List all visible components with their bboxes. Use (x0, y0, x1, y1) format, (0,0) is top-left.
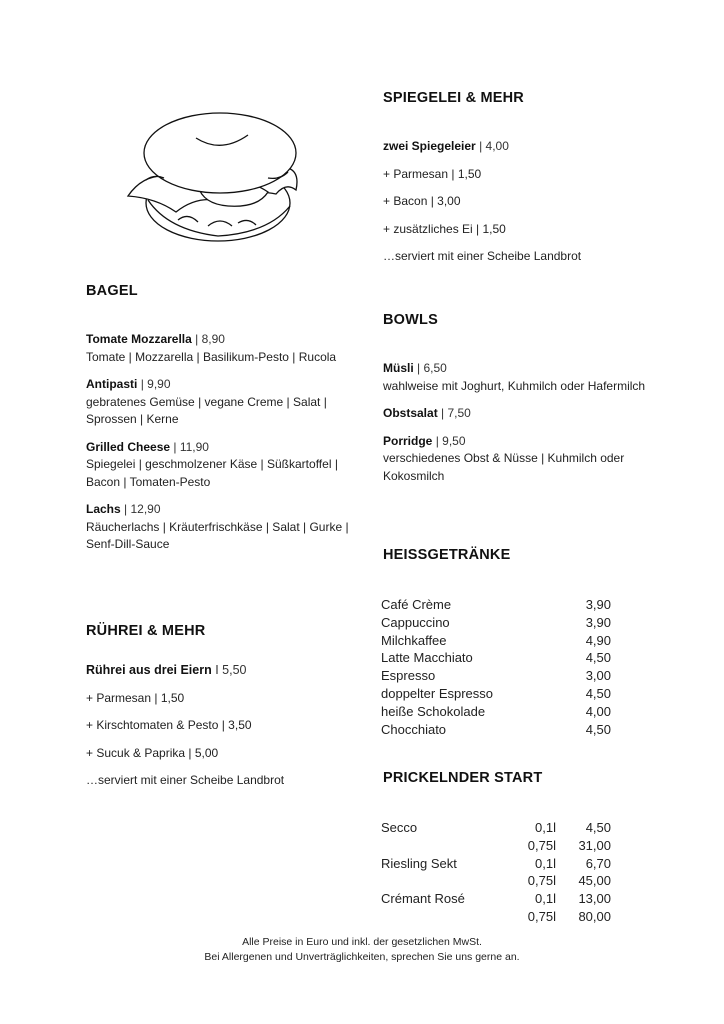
footer (0, 935, 724, 965)
drink-price: 4,90 (585, 632, 611, 648)
item-name: Grilled Cheese (86, 439, 171, 454)
spiegelei-list (383, 138, 653, 266)
wine-name (381, 872, 511, 890)
section-title-spiegelei: SPIEGELEI & MEHR (383, 90, 524, 106)
item-description: gebratenes Gemüse | vegane Creme | Salat | Sprossen | Kerne (86, 394, 327, 426)
drink-price: 4,00 (585, 703, 611, 719)
extra-item: + Bacon | 3,00 (383, 194, 461, 208)
wine-price: 80,00 (578, 908, 611, 924)
drink-price: 4,50 (585, 721, 611, 737)
footer-price-note: Alle Preise in Euro und inkl. der gesetzlichen MwSt. (242, 936, 482, 948)
sparkling-row (381, 872, 611, 890)
section-title-ruehrei: RÜHREI & MEHR (86, 623, 206, 639)
menu-item (86, 662, 356, 680)
item-description: verschiedenes Obst & Nüsse | Kuhmilch oder Kokosmilch (383, 451, 625, 483)
drink-row (381, 703, 611, 721)
section-title-bagel: BAGEL (86, 283, 138, 299)
drink-name: doppelter Espresso (381, 685, 494, 701)
wine-name: Riesling Sekt (381, 855, 457, 871)
menu-item (383, 433, 648, 486)
serving-note: …serviert mit einer Scheibe Landbrot (86, 773, 285, 787)
item-price: | 4,00 (479, 139, 509, 153)
wine-price: 6,70 (585, 855, 611, 871)
serving-size: 0,1l (535, 820, 556, 835)
footer-allergen-note: Bei Allergenen und Unverträglichkeiten, sprechen Sie uns gerne an. (204, 951, 520, 963)
item-name: Antipasti (86, 377, 138, 391)
drink-name: Cappuccino (381, 614, 450, 630)
sparkling-row (381, 908, 611, 926)
drink-name: Latte Macchiato (381, 650, 473, 666)
drink-name: heiße Schokolade (381, 703, 486, 719)
item-name: Obstsalat (383, 406, 438, 420)
wine-price: 31,00 (578, 837, 611, 853)
drink-name: Espresso (381, 668, 436, 684)
wine-name (381, 908, 511, 926)
extra-item: + zusätzliches Ei | 1,50 (383, 221, 506, 236)
item-name: Porridge (383, 433, 433, 448)
serving-note: …serviert mit einer Scheibe Landbrot (383, 249, 582, 263)
drink-price: 3,00 (585, 668, 611, 684)
wine-name: Secco (381, 820, 418, 835)
drink-price: 3,90 (585, 597, 611, 612)
sparkling-table (381, 819, 611, 926)
item-name: Lachs (86, 502, 121, 516)
extra-item: + Parmesan | 1,50 (383, 166, 482, 181)
drink-row (381, 649, 611, 667)
item-price: | 9,90 (140, 377, 171, 391)
drink-row (381, 614, 611, 632)
drink-row (381, 632, 611, 650)
wine-price: 4,50 (585, 820, 611, 835)
sparkling-row (381, 819, 611, 837)
drink-row (381, 721, 611, 739)
drink-name: Café Crème (381, 597, 452, 612)
serving-size: 0,75l (527, 908, 556, 924)
bowls-list (383, 360, 648, 495)
wine-price: 13,00 (578, 891, 611, 907)
item-description: wahlweise mit Joghurt, Kuhmilch oder Hafermilch (383, 378, 646, 393)
item-price: | 7,50 (441, 406, 471, 420)
menu-item (86, 331, 351, 366)
menu-item (383, 360, 648, 395)
item-description: Spiegelei | geschmolzener Käse | Süßkartoffel | Bacon | Tomaten-Pesto (86, 457, 338, 489)
drink-row (381, 685, 611, 703)
ruehrei-list (86, 662, 356, 790)
serving-size: 0,1l (535, 855, 556, 871)
menu-item (383, 138, 653, 156)
extra-item: + Kirschtomaten & Pesto | 3,50 (86, 718, 252, 732)
drink-name: Chocchiato (381, 721, 447, 737)
item-name: zwei Spiegeleier (383, 139, 476, 153)
bagel-illustration-icon (118, 108, 328, 248)
sparkling-row (381, 890, 611, 908)
item-price: | 6,50 (417, 361, 447, 375)
drink-name: Milchkaffee (381, 632, 447, 648)
section-title-heissgetraenke: HEISSGETRÄNKE (383, 547, 511, 563)
item-price: | 11,90 (173, 439, 209, 454)
extra-item: + Sucuk & Paprika | 5,00 (86, 745, 219, 760)
hot-drinks-table (381, 596, 611, 738)
menu-item (86, 376, 351, 429)
item-name: Rührei aus drei Eiern (86, 663, 212, 677)
drink-row (381, 596, 611, 614)
item-description: Räucherlachs | Kräuterfrischkäse | Salat | Gurke | Senf-Dill-Sauce (86, 519, 349, 551)
item-price: I 5,50 (215, 663, 247, 677)
item-price: | 8,90 (195, 332, 225, 346)
drink-row (381, 667, 611, 685)
wine-name (381, 837, 511, 855)
menu-item (86, 439, 351, 492)
serving-size: 0,75l (527, 837, 556, 853)
menu-item (86, 501, 351, 554)
extra-item: + Parmesan | 1,50 (86, 690, 185, 705)
drink-price: 4,50 (585, 650, 611, 666)
section-title-prickelnd: PRICKELNDER START (383, 770, 543, 786)
serving-size: 0,75l (527, 873, 556, 889)
serving-size: 0,1l (535, 891, 556, 907)
item-name: Tomate Mozzarella (86, 332, 192, 346)
sparkling-row (381, 837, 611, 855)
drink-price: 4,50 (585, 685, 611, 701)
wine-name: Crémant Rosé (381, 891, 465, 907)
section-title-bowls: BOWLS (383, 312, 438, 328)
item-price: | 12,90 (124, 502, 161, 516)
bagel-list (86, 331, 351, 564)
sparkling-row (381, 855, 611, 873)
item-price: | 9,50 (435, 433, 466, 448)
drink-price: 3,90 (585, 614, 611, 630)
wine-price: 45,00 (578, 873, 611, 889)
item-description: Tomate | Mozzarella | Basilikum-Pesto | Rucola (86, 349, 337, 364)
item-name: Müsli (383, 361, 414, 375)
menu-item (383, 405, 648, 423)
